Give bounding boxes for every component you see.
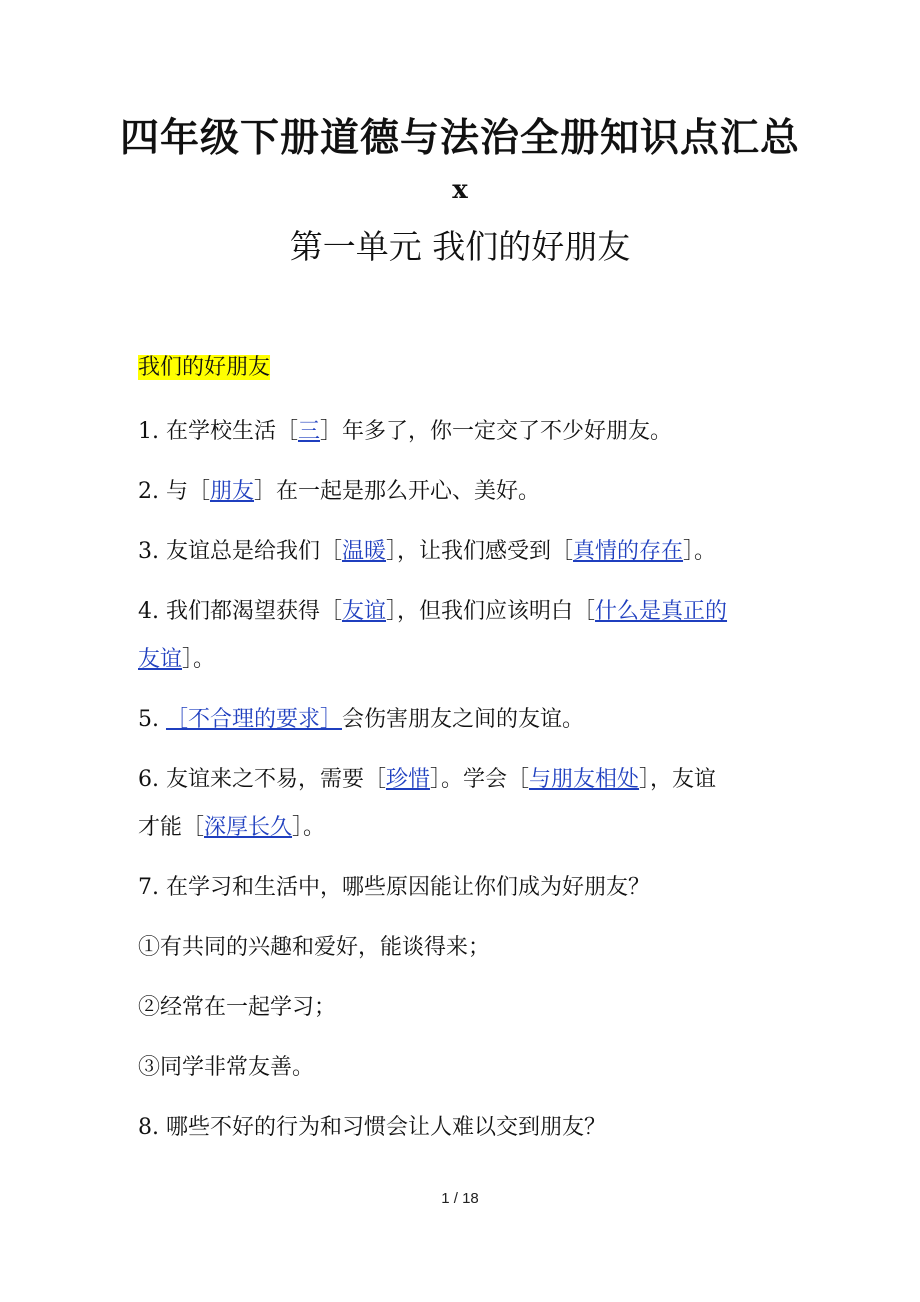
unit-heading: 第一单元 我们的好朋友 (289, 227, 631, 266)
line-text: 2. 与［ (138, 479, 210, 504)
list-line (138, 924, 788, 972)
line-text: 5. (138, 707, 166, 732)
document-title: 四年级下册道德与法治全册知识点汇总 (119, 115, 800, 161)
line-text: ］。 (182, 647, 216, 672)
list-line (138, 636, 788, 684)
answer-blank: 真情的存在 (573, 539, 684, 564)
line-text: ①有共同的兴趣和爱好，能谈得来； (138, 935, 491, 960)
answer-blank: 三 (297, 419, 320, 444)
list-line (138, 528, 788, 576)
section-heading-highlight: 我们的好朋友 (138, 355, 271, 380)
answer-blank: ［不合理的要求］ (165, 707, 342, 732)
document-title-continuation: x (452, 175, 468, 205)
answer-blank: 什么是真正的 (595, 599, 728, 624)
list-line (138, 468, 788, 516)
line-text: 3. 友谊总是给我们［ (138, 539, 342, 564)
answer-blank: 与朋友相处 (529, 767, 640, 792)
answer-blank: 温暖 (341, 539, 386, 564)
answer-blank: 友谊 (138, 647, 183, 672)
line-text: 4. 我们都渴望获得［ (138, 599, 342, 624)
line-text: ］，但我们应该明白［ (386, 599, 596, 624)
page-number: 1 / 18 (441, 1190, 479, 1207)
line-text: ②经常在一起学习； (138, 995, 337, 1020)
list-line (138, 864, 788, 912)
line-text: ］在一起是那么开心、美好。 (254, 479, 541, 504)
list-line (138, 804, 788, 852)
line-text: ］，友谊 (639, 767, 717, 792)
knowledge-list (138, 408, 788, 1152)
line-text: ③同学非常友善。 (138, 1055, 315, 1080)
section-heading (138, 350, 270, 386)
line-text: 7. 在学习和生活中，哪些原因能让你们成为好朋友？ (138, 875, 650, 900)
line-text: ］。学会［ (430, 767, 530, 792)
answer-blank: 朋友 (209, 479, 254, 504)
line-text: 会伤害朋友之间的友谊。 (342, 707, 585, 732)
line-text: ］，让我们感受到［ (386, 539, 574, 564)
list-line (138, 1104, 788, 1152)
answer-blank: 深厚长久 (204, 815, 293, 840)
list-line (138, 984, 788, 1032)
list-line (138, 1044, 788, 1092)
line-text: 6. 友谊来之不易，需要［ (138, 767, 386, 792)
list-line (138, 756, 788, 804)
line-text: 1. 在学校生活［ (138, 419, 298, 444)
line-text: ］。 (292, 815, 326, 840)
list-line (138, 696, 788, 744)
line-text: ］。 (683, 539, 717, 564)
line-text: ］年多了，你一定交了不少好朋友。 (320, 419, 673, 444)
list-line (138, 408, 788, 456)
list-line (138, 588, 788, 636)
answer-blank: 友谊 (341, 599, 386, 624)
line-text: 8. 哪些不好的行为和习惯会让人难以交到朋友？ (138, 1115, 606, 1140)
line-text: 才能［ (138, 815, 205, 840)
answer-blank: 珍惜 (385, 767, 430, 792)
